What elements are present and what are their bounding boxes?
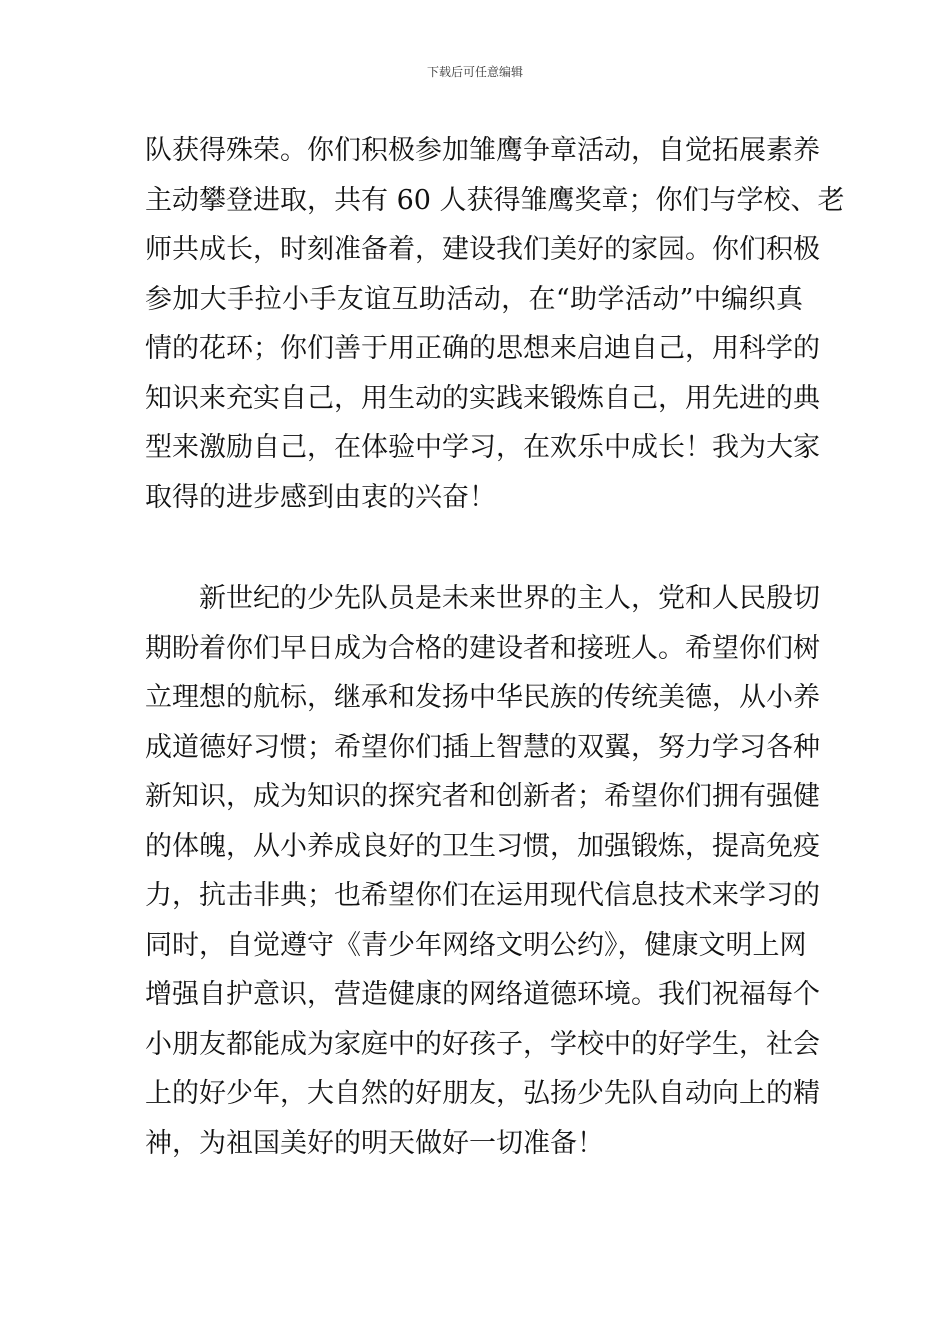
- text-line: 神，为祖国美好的明天做好一切准备！: [145, 1127, 604, 1159]
- text-line: 增强自护意识，营造健康的网络道德环境。我们祝福每个: [145, 979, 820, 1010]
- text-line: 取得的进步感到由衷的兴奋！: [145, 481, 496, 513]
- text-line: 师共成长，时刻准备着，建设我们美好的家园。你们积极: [145, 234, 820, 265]
- paragraph-1: [145, 126, 845, 522]
- text-line: 情的花环；你们善于用正确的思想来启迪自己，用科学的: [145, 333, 820, 364]
- text-line: 知识来充实自己，用生动的实践来锻炼自己，用先进的典: [145, 382, 820, 414]
- text-line: 成道德好习惯；希望你们插上智慧的双翼，努力学习各种: [145, 731, 820, 763]
- text-line: 新知识，成为知识的探究者和创新者；希望你们拥有强健: [145, 781, 820, 812]
- text-line: 力，抗击非典；也希望你们在运用现代信息技术来学习的: [145, 880, 820, 911]
- text-line: 型来激励自己，在体验中学习，在欢乐中成长！我为大家: [145, 432, 820, 463]
- text-line: 小朋友都能成为家庭中的好孩子，学校中的好学生，社会: [145, 1028, 820, 1060]
- text-line: 新世纪的少先队员是未来世界的主人，党和人民殷切: [145, 583, 820, 614]
- text-line: 的体魄，从小养成良好的卫生习惯，加强锻炼，提高免疫: [145, 830, 820, 862]
- text-line: 主动攀登进取，共有 60 人获得雏鹰奖章；你们与学校、老: [145, 184, 845, 216]
- text-line: 同时，自觉遵守《青少年网络文明公约》，健康文明上网: [145, 929, 807, 961]
- text-line: 上的好少年，大自然的好朋友，弘扬少先队自动向上的精: [145, 1078, 820, 1109]
- paragraph-2: [145, 574, 820, 1168]
- text-line: 队获得殊荣。你们积极参加雏鹰争章活动，自觉拓展素养: [145, 135, 820, 166]
- text-line: 参加大手拉小手友谊互助活动，在“助学活动”中编织真: [145, 283, 803, 315]
- page-header: 下载后可任意编辑: [426, 65, 523, 79]
- text-line: 期盼着你们早日成为合格的建设者和接班人。希望你们树: [145, 632, 820, 664]
- text-line: 立理想的航标，继承和发扬中华民族的传统美德，从小养: [145, 682, 820, 713]
